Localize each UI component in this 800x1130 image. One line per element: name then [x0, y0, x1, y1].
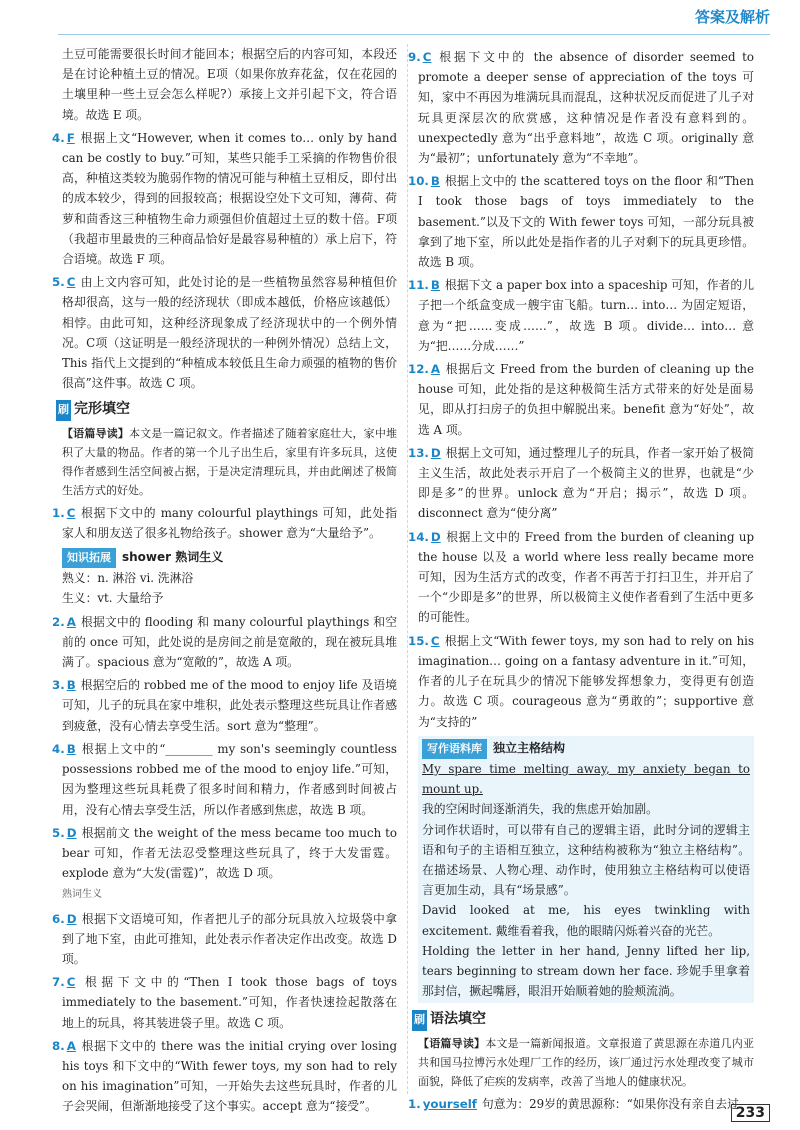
section-title: 语法填空 — [430, 1011, 486, 1028]
section-badge: 刷 — [412, 1010, 427, 1030]
reading-guide: 【语篇导读】本文是一篇记叙文。作者描述了随着家庭壮大，家中堆积了大量的物品。作者的第一个儿子出生后，家里有许多玩具，这使得作者感到生活空间被占据，于是决定清理玩具，并由此阐述了极简生活方式的好处。 — [62, 426, 398, 497]
answer-item: 4. F 根据上文“However, when it comes to… only by hand can be costly to buy.”可知，某些只能手工采摘的作物售价很高，种植这类较为脆弱作物的情况可能与种植土豆相反，即付出的成本较少，得到的回报较高；根据设空处下文可知，薄荷、荷萝和茴香这三种植物生命力顽强但价值超过土豆的数十倍。F项（我超市里最贵的三种商品恰好是最容易种植的）承上启下，符合语境。故选 F 项。 — [52, 130, 397, 267]
example-en: My spare time melting away, my anxiety began to mount up. — [422, 761, 750, 797]
answer-item: 3. B 根据空后的 robbed me of the mood to enjoy life 及语境可知，儿子的玩具在家中堆积，此处表示整理这些玩具让作者感到疲惫，没有心情去享受生活。sort 意为“整理”。 — [52, 678, 397, 733]
page-number: 233 — [731, 1104, 770, 1122]
example-cn: 我的空闲时间逐渐消失，我的焦虑开始加剧。 — [422, 802, 658, 817]
header-divider — [58, 34, 770, 35]
answer-item: 5. D 根据前文 the weight of the mess became too much to bear 可知，作者无法忍受整理这些玩具了，终于大发雷霆。explode 意为“大发(雷霆)”，故选 D 项。 熟词生义 — [52, 825, 397, 901]
answer-item: 5. C 由上文内容可知，此处讨论的是一些植物虽然容易种植但价格却很高，这与一般的经济现状（即成本越低，价格应该越低）相悖。由此可知，这种经济现象成了经济现状中的一个例外情况。C项（这证明是一般经济现状的一种例外情况）总结上文，This 指代上文提到的“种植成本较低且生命力顽强的植物的售价很高”这件事。故选 C 项。 — [52, 275, 397, 391]
answer-item: 8. A 根据下文中的 there was the initial crying over losing his toys 和下文中的“With fewer toys, my son had to rely on his imagination”可知，一开始失去这些玩具时，作者的儿子会哭闹，但渐渐地接受了这个事实。accept 意为“接受”。 — [52, 1038, 397, 1114]
answer-item: 4. B 根据上文中的“________ my son's seemingly countless possessions robbed me of the mood to enjoy life.”可知，因为整理这些玩具耗费了很多时间和精力，作者感到时间被占用，没有心情去享受生活，所以作者感到焦虑，故选 B 项。 — [52, 741, 397, 817]
knowledge-line: 生义：vt. 大量给予 — [62, 591, 164, 606]
knowledge-box — [62, 547, 397, 609]
answer-item: 12. A 根据后文 Freed from the burden of cleaning up the house 可知，此处指的是这种极简生活方式带来的好处是面易见，即从打扫房子的负担中解脱出来。benefit 意为“好处”，故选 A 项。 — [408, 362, 754, 437]
answer-item: 10. B 根据上文中的 the scattered toys on the floor 和“Then I took those bags of toys immediately to the basement.”以及下文的 With fewer toys 可知，一部分玩具被拿到了地下室，所以此处是指作者的儿子对剩下的玩具更珍惜。故选 B 项。 — [408, 174, 754, 270]
answer-item: 1. C 根据下文中的 many colourful playthings 可知，此处指家人和朋友送了很多礼物给孩子。shower 意为“大量给予”。 — [52, 505, 397, 540]
header-title: 答案及解析 — [694, 8, 770, 26]
knowledge-tag: 知识拓展 — [62, 548, 116, 568]
section-heading-grammar — [412, 1009, 754, 1030]
answer-item: 7. C 根据下文中的“Then I took those bags of toys immediately to the basement.”可知，作者快速捡起散落在地上的玩具，将其装进袋子里。故选 C 项。 — [52, 975, 397, 1030]
knowledge-line: 熟义：n. 淋浴 vi. 洗淋浴 — [62, 571, 194, 586]
reading-guide: 【语篇导读】本文是一篇新闻报道。文章报道了黄思源在赤道几内亚共和国马拉博污水处理厂工作的经历，该厂通过污水处理改变了城市面貌，降低了疟疾的发病率，改善了当地人的健康状况。 — [418, 1036, 755, 1088]
example-2: David looked at me, his eyes twinkling with excitement. 戴维看着我，他的眼睛闪烁着兴奋的光芒。 — [422, 903, 750, 938]
column-divider — [407, 44, 408, 1094]
left-column — [52, 44, 398, 1120]
note-label: 熟词生义 — [62, 889, 102, 901]
answer-item: 1. yourself 句意为：29岁的黄思源称：“如果你没有亲自去过 — [408, 1096, 739, 1111]
knowledge-title: shower 熟词生义 — [122, 550, 224, 565]
answer-item: 6. D 根据下文语境可知，作者把儿子的部分玩具放入垃圾袋中拿到了地下室，由此可推知，此处表示作者决定作出改变。故选 D 项。 — [52, 911, 397, 966]
answer-item: 2. A 根据文中的 flooding 和 many colourful playthings 和空前的 once 可知，此处说的是房间之前是宽敞的，现在被玩具堆满了。spacious 意为“宽敞的”，故选 A 项。 — [52, 614, 397, 670]
writing-tag: 写作语料库 — [422, 739, 487, 759]
example-3: Holding the letter in her hand, Jenny lifted her lip, tears beginning to stream down her face. 珍妮手里拿着那封信，撅起嘴唇，眼泪开始顺着她的脸颊流淌。 — [422, 943, 750, 999]
writing-corpus-box — [418, 736, 754, 1004]
writing-title: 独立主格结构 — [493, 740, 566, 755]
section-title: 完形填空 — [74, 401, 130, 418]
section-heading-cloze — [56, 399, 397, 420]
writing-explain: 分词作状语时，可以带有自己的逻辑主语，此时分词的逻辑主语和句子的主语相互独立，这种结构被称为“独立主格结构”。在描述场景、人物心理、动作时，使用独立主格结构可以使语言更加生动，具有“场景感”。 — [422, 822, 750, 898]
answer-item: 9. C 根据下文中的 the absence of disorder seemed to promote a deeper sense of appreciation of the toys 可知，家中不再因为堆满玩具而混乱，这种状况反而促进了儿子对玩具更深层次的欣赏感，这种情况是作者没有意料到的。unexpectedly 意为“出乎意料地”，故选 C 项。originally 意为“最初”；unfortunately 意为“不幸地”。 — [408, 50, 754, 166]
intro-paragraph: 土豆可能需要很长时间才能回本；根据空后的内容可知，本段还是在讨论种植土豆的情况。E项（如果你放弃花盆，仅在花园的土壤里种一些土豆会怎么样呢?）承接上文并引起下文，符合语境。故选 E 项。 — [62, 47, 397, 122]
answer-item: 15. C 根据上文“With fewer toys, my son had to rely on his imagination… going on a fantasy adventure in it.”可知，作者的儿子在玩具少的情况下能够发挥想象力，变得更有创造力。故选 C 项。courageous 意为“勇敢的”；supportive 意为“支持的” — [408, 633, 754, 729]
section-badge: 刷 — [56, 400, 71, 420]
answer-item: 14. D 根据上文中的 Freed from the burden of cleaning up the house 以及 a world where less really became more 可知，因为生活方式的改变，作者不再苦于打扫卫生，并开启了一个“少即是多”的世界，所以极简主义使作者看到了生活中更多的可能性。 — [408, 529, 754, 625]
answer-item: 13. D 根据上文可知，通过整理儿子的玩具，作者一家开始了极简主义生活，故此处表示开启了一个极简主义的世界，也就是“少即是多”的世界。unlock 意为“开启；揭示”，故选 D 项。disconnect 意为“使分离” — [408, 445, 754, 521]
answer-item: 11. B 根据下文 a paper box into a spaceship 可知，作者的儿子把一个纸盒变成一艘宇宙飞船。turn… into… 为固定短语，意为“把……变成……”，故选 B 项。divide… into… 意为“把……分成……” — [408, 278, 754, 353]
